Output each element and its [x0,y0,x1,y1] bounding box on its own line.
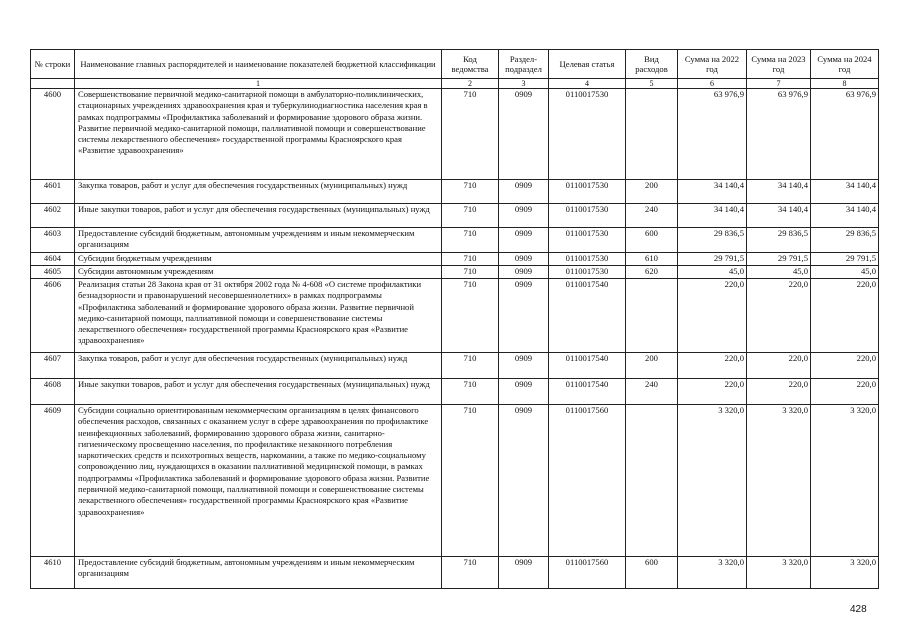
row-name: Предоставление субсидий бюджетным, автономным учреждениям и иным некоммерческим организациям [75,557,442,589]
row-target-item: 0110017560 [549,557,626,589]
header-section: Раздел-подраздел [499,50,549,79]
row-sum-2024: 220,0 [811,353,879,379]
row-section: 0909 [499,89,549,180]
row-section: 0909 [499,180,549,204]
row-sum-2024: 34 140,4 [811,180,879,204]
row-number: 4607 [31,353,75,379]
row-name: Реализация статьи 28 Закона края от 31 октября 2002 года № 4-608 «О системе профилактики безнадзорности и правонарушений несовершеннолетних» в рамках подпрограммы «Профилактика заболеваний и формирование здорового образа жизни. Развитие первичной медико-санитарной помощи, паллиативной помощи и совершенствование системы лекарственного обеспечения» государственной программы Красноярского края «Развитие здравоохранения» [75,279,442,353]
row-target-item: 0110017540 [549,279,626,353]
row-target-item: 0110017540 [549,353,626,379]
row-expense-type [626,405,678,557]
header-sum-2022: Сумма на 2022 год [678,50,747,79]
row-sum-2024: 220,0 [811,379,879,405]
header-sum-2024: Сумма на 2024 год [811,50,879,79]
row-sum-2024: 220,0 [811,279,879,353]
row-expense-type [626,89,678,180]
row-target-item: 0110017530 [549,180,626,204]
row-sum-2024: 45,0 [811,266,879,279]
row-section: 0909 [499,204,549,228]
column-index: 4 [549,79,626,89]
row-sum-2022: 220,0 [678,379,747,405]
row-sum-2022: 34 140,4 [678,204,747,228]
table-row [31,253,879,266]
row-department-code: 710 [442,253,499,266]
row-target-item: 0110017540 [549,379,626,405]
row-target-item: 0110017530 [549,204,626,228]
header-department-code: Код ведомства [442,50,499,79]
column-index-row [31,79,879,89]
budget-table [30,49,879,589]
table-row [31,279,879,353]
table-row [31,204,879,228]
row-section: 0909 [499,253,549,266]
row-sum-2022: 220,0 [678,353,747,379]
row-department-code: 710 [442,405,499,557]
row-department-code: 710 [442,379,499,405]
column-index: 2 [442,79,499,89]
row-sum-2023: 220,0 [747,379,811,405]
row-name: Закупка товаров, работ и услуг для обеспечения государственных (муниципальных) нужд [75,180,442,204]
row-sum-2023: 3 320,0 [747,405,811,557]
row-sum-2022: 34 140,4 [678,180,747,204]
row-sum-2022: 220,0 [678,279,747,353]
row-section: 0909 [499,557,549,589]
row-sum-2023: 220,0 [747,279,811,353]
row-name: Совершенствование первичной медико-санитарной помощи в амбулаторно-поликлинических, стационарных учреждениях здравоохранения края и туберкулинодиагностика населения края в рамках подпрограммы «Профилактика заболеваний и формирование здорового образа жизни. Развитие первичной медико-санитарной помощи, паллиативной помощи и совершенствование системы лекарственного обеспечения» государственной программы Красноярского края «Развитие здравоохранения» [75,89,442,180]
row-department-code: 710 [442,228,499,253]
row-name: Иные закупки товаров, работ и услуг для обеспечения государственных (муниципальных) нужд [75,379,442,405]
row-section: 0909 [499,266,549,279]
table-row [31,353,879,379]
row-sum-2023: 29 791,5 [747,253,811,266]
header-expense-type: Вид расходов [626,50,678,79]
row-number: 4609 [31,405,75,557]
column-index: 5 [626,79,678,89]
row-sum-2024: 29 791,5 [811,253,879,266]
row-number: 4606 [31,279,75,353]
row-expense-type: 200 [626,180,678,204]
row-number: 4602 [31,204,75,228]
row-sum-2023: 29 836,5 [747,228,811,253]
header-sum-2023: Сумма на 2023 год [747,50,811,79]
row-sum-2024: 3 320,0 [811,557,879,589]
row-sum-2022: 63 976,9 [678,89,747,180]
row-target-item: 0110017530 [549,253,626,266]
table-row [31,557,879,589]
row-department-code: 710 [442,204,499,228]
row-sum-2023: 34 140,4 [747,204,811,228]
column-index: 6 [678,79,747,89]
table-row [31,405,879,557]
row-sum-2022: 3 320,0 [678,557,747,589]
page-number: 428 [850,604,867,615]
row-section: 0909 [499,379,549,405]
row-sum-2024: 63 976,9 [811,89,879,180]
row-department-code: 710 [442,557,499,589]
row-sum-2023: 3 320,0 [747,557,811,589]
column-index [31,79,75,89]
row-name: Предоставление субсидий бюджетным, автономным учреждениям и иным некоммерческим организациям [75,228,442,253]
row-sum-2024: 29 836,5 [811,228,879,253]
row-section: 0909 [499,279,549,353]
row-sum-2022: 45,0 [678,266,747,279]
column-index: 8 [811,79,879,89]
table-row [31,228,879,253]
table-row [31,266,879,279]
column-index: 7 [747,79,811,89]
row-name: Субсидии бюджетным учреждениям [75,253,442,266]
row-sum-2022: 29 791,5 [678,253,747,266]
table-row [31,89,879,180]
header-row [31,50,879,79]
row-sum-2022: 29 836,5 [678,228,747,253]
row-section: 0909 [499,228,549,253]
row-expense-type: 240 [626,204,678,228]
row-target-item: 0110017560 [549,405,626,557]
row-expense-type: 620 [626,266,678,279]
row-expense-type: 600 [626,557,678,589]
row-number: 4604 [31,253,75,266]
row-number: 4603 [31,228,75,253]
row-target-item: 0110017530 [549,89,626,180]
row-section: 0909 [499,405,549,557]
column-index: 3 [499,79,549,89]
row-number: 4610 [31,557,75,589]
row-department-code: 710 [442,353,499,379]
table-row [31,180,879,204]
row-section: 0909 [499,353,549,379]
header-target-item: Целевая статья [549,50,626,79]
header-name: Наименование главных распорядителей и наименование показателей бюджетной классификации [75,50,442,79]
row-name: Иные закупки товаров, работ и услуг для обеспечения государственных (муниципальных) нужд [75,204,442,228]
row-expense-type [626,279,678,353]
row-sum-2023: 63 976,9 [747,89,811,180]
row-expense-type: 600 [626,228,678,253]
row-sum-2023: 34 140,4 [747,180,811,204]
row-expense-type: 610 [626,253,678,266]
row-department-code: 710 [442,279,499,353]
row-department-code: 710 [442,89,499,180]
row-department-code: 710 [442,180,499,204]
row-number: 4600 [31,89,75,180]
row-number: 4601 [31,180,75,204]
row-department-code: 710 [442,266,499,279]
row-sum-2022: 3 320,0 [678,405,747,557]
row-target-item: 0110017530 [549,266,626,279]
row-number: 4605 [31,266,75,279]
row-number: 4608 [31,379,75,405]
row-name: Субсидии социально ориентированным некоммерческим организациям в целях финансового обеспечения расходов, связанных с оказанием услуг в сфере здравоохранения по профилактике неинфекционных заболеваний, формированию здорового образа жизни, санитарно-гигиеническому просвещению населения, по профилактике незаконного потребления наркотических средств и психотропных веществ, наркомании, а также по медико-социальному сопровождению лиц, нуждающихся в оказании паллиативной медицинской помощи, в рамках подпрограммы «Профилактика заболеваний и формирование здорового образа жизни. Развитие первичной медико-санитарной помощи, паллиативной помощи и совершенствование системы лекарственного обеспечения» государственной программы Красноярского края «Развитие здравоохранения» [75,405,442,557]
row-target-item: 0110017530 [549,228,626,253]
row-sum-2023: 220,0 [747,353,811,379]
row-sum-2024: 3 320,0 [811,405,879,557]
row-sum-2023: 45,0 [747,266,811,279]
row-name: Закупка товаров, работ и услуг для обеспечения государственных (муниципальных) нужд [75,353,442,379]
column-index: 1 [75,79,442,89]
row-name: Субсидии автономным учреждениям [75,266,442,279]
table-row [31,379,879,405]
header-row-number: № строки [31,50,75,79]
row-expense-type: 240 [626,379,678,405]
row-expense-type: 200 [626,353,678,379]
row-sum-2024: 34 140,4 [811,204,879,228]
